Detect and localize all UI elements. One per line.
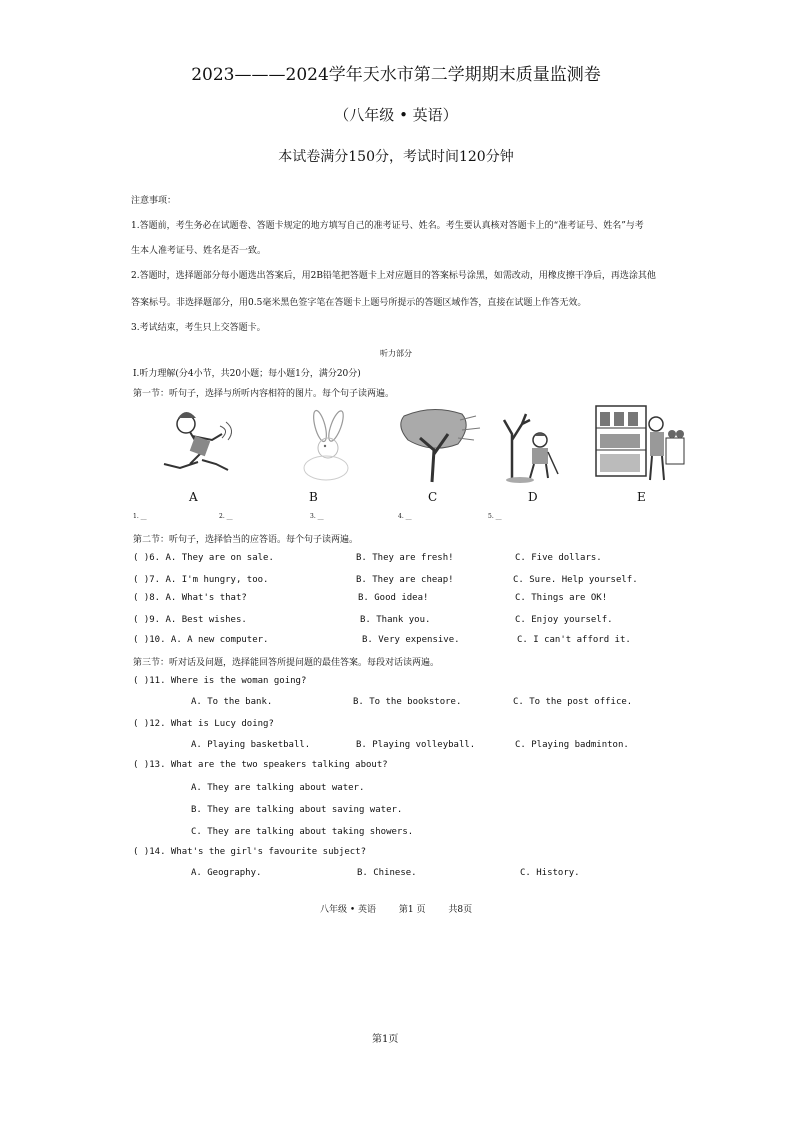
question-13-option-a: A. They are talking about water. (191, 783, 365, 793)
section1-title: Ⅰ.听力理解(分4小节，共20小题；每小题1分，满分20分) (133, 369, 361, 379)
question-6-option-b: B. They are fresh! (356, 553, 454, 563)
woman-shopping-icon (594, 404, 686, 486)
question-11: ( )11. Where is the woman going? (133, 676, 307, 686)
picture-letter-b: B (309, 490, 318, 504)
question-12-option-a: A. Playing basketball. (191, 740, 311, 750)
boy-planting-tree-icon (490, 404, 582, 486)
question-8-option-c: C. Things are OK! (515, 593, 608, 603)
answer-blank-2[interactable]: 2. __ (219, 513, 233, 520)
answer-blank-3[interactable]: 3. __ (310, 513, 324, 520)
notes-heading: 注意事项： (131, 196, 177, 206)
page-number: 第1页 (372, 1034, 399, 1045)
exam-title: 2023———2024学年天水市第二学期期末质量监测卷 (191, 65, 601, 85)
question-8-option-b: B. Good idea! (358, 593, 429, 603)
question-7: ( )7. A. I'm hungry, too. (133, 575, 269, 585)
question-6: ( )6. A. They are on sale. (133, 553, 274, 563)
question-11-option-a: A. To the bank. (191, 697, 273, 707)
exam-subtitle: （八年级 • 英语） (334, 106, 458, 124)
picture-letter-c: C (428, 490, 438, 504)
question-13: ( )13. What are the two speakers talking about? (133, 760, 388, 770)
notes-item2-line1: 2.答题时，选择题部分每小题选出答案后，用2B铅笔把答题卡上对应题目的答案标号涂黑，如需改动，用橡皮擦干净后，再选涂其他 (131, 271, 656, 281)
exam-info: 本试卷满分150分，考试时间120分钟 (278, 149, 514, 165)
picture-letter-a: A (189, 490, 198, 504)
question-14-option-a: A. Geography. (191, 868, 262, 878)
page-footer: 八年级 • 英语 第1 页 共8页 (320, 905, 473, 915)
running-boy-icon (150, 404, 242, 486)
question-14: ( )14. What's the girl's favourite subject? (133, 847, 366, 857)
notes-item1-line2: 生本人准考证号、姓名是否一致。 (131, 246, 267, 256)
tree-wind-icon (392, 404, 484, 486)
question-14-option-c: C. History. (520, 868, 580, 878)
listening-part-title: 听力部分 (380, 349, 412, 358)
question-10-option-b: B. Very expensive. (362, 635, 460, 645)
question-9-option-c: C. Enjoy yourself. (515, 615, 613, 625)
notes-item3: 3.考试结束，考生只上交答题卡。 (131, 323, 266, 333)
notes-item1-line1: 1.答题前，考生务必在试题卷、答题卡规定的地方填写自己的准考证号、姓名。考生要认真核对答题卡上的“准考证号、姓名”与考 (131, 221, 644, 231)
question-12-option-b: B. Playing volleyball. (356, 740, 476, 750)
question-10-option-c: C. I can't afford it. (517, 635, 631, 645)
picture-letter-e: E (637, 490, 646, 504)
question-11-option-b: B. To the bookstore. (353, 697, 462, 707)
answer-blank-1[interactable]: 1. __ (133, 513, 147, 520)
question-12-option-c: C. Playing badminton. (515, 740, 629, 750)
picture-letter-d: D (528, 490, 538, 504)
question-11-option-c: C. To the post office. (513, 697, 633, 707)
question-9-option-b: B. Thank you. (360, 615, 431, 625)
question-7-option-c: C. Sure. Help yourself. (513, 575, 638, 585)
answer-blank-5[interactable]: 5. __ (488, 513, 502, 520)
rabbit-icon (270, 404, 362, 486)
question-8: ( )8. A. What's that? (133, 593, 247, 603)
question-12: ( )12. What is Lucy doing? (133, 719, 274, 729)
question-14-option-b: B. Chinese. (357, 868, 417, 878)
question-13-option-b: B. They are talking about saving water. (191, 805, 403, 815)
answer-blank-4[interactable]: 4. __ (398, 513, 412, 520)
section1-jie3: 第三节：听对话及问题，选择能回答所提问题的最佳答案。每段对话读两遍。 (133, 658, 440, 668)
question-6-option-c: C. Five dollars. (515, 553, 602, 563)
section1-jie2: 第二节：听句子，选择恰当的应答语。每个句子读两遍。 (133, 535, 359, 545)
question-10: ( )10. A. A new computer. (133, 635, 269, 645)
question-7-option-b: B. They are cheap! (356, 575, 454, 585)
notes-item2-line2: 答案标号。非选择题部分，用0.5毫米黑色签字笔在答题卡上题号所提示的答题区域作答，直接在试题上作答无效。 (131, 298, 587, 308)
question-13-option-c: C. They are talking about taking showers. (191, 827, 414, 837)
question-9: ( )9. A. Best wishes. (133, 615, 247, 625)
section1-jie1: 第一节：听句子，选择与所听内容相符的图片。每个句子读两遍。 (133, 389, 395, 399)
